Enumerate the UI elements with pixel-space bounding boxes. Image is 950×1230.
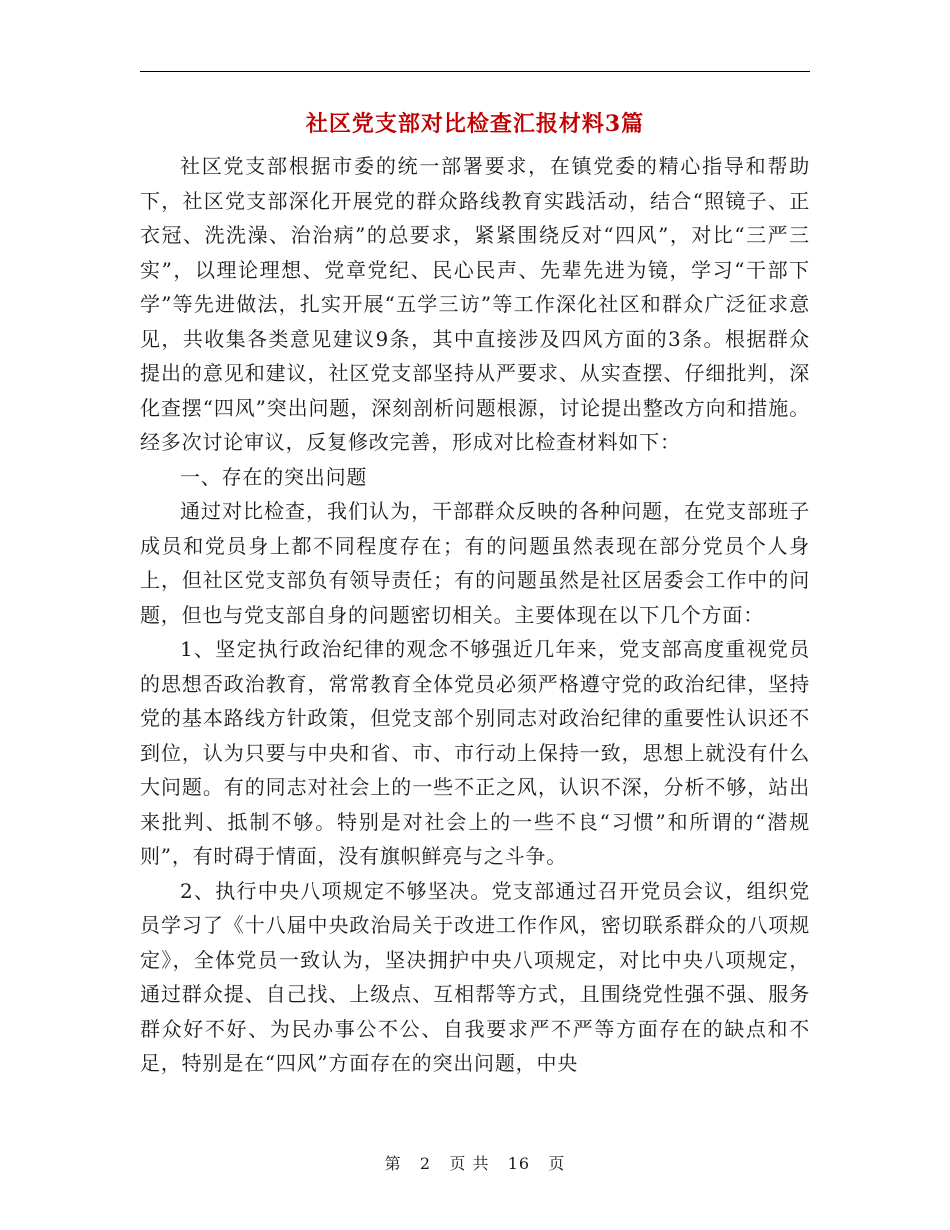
paragraph-point-1: 1、坚定执行政治纪律的观念不够强近几年来，党支部高度重视党员的思想否政治教育，常常教育全体党员必须严格遵守党的政治纪律，坚持党的基本路线方针政策，但党支部个别同志对政治纪律的重要性认识还不到位，认为只要与中央和省、市、市行动上保持一致，思想上就没有什么大问题。有的同志对社会上的一些不正之风，认识不深，分析不够，站出来批判、抵制不够。特别是对社会上的一些不良“习惯”和所谓的“潜规则”，有时碍于情面，没有旗帜鲜亮与之斗争。 (140, 637, 810, 868)
document-body (140, 149, 810, 1081)
footer-suffix: 页 (548, 1154, 566, 1173)
footer-page-number: 2 (419, 1154, 432, 1173)
paragraph-intro: 社区党支部根据市委的统一部署要求，在镇党委的精心指导和帮助下，社区党支部深化开展党的群众路线教育实践活动，结合“照镜子、正衣冠、洗洗澡、治治病”的总要求，紧紧围绕反对“四风”，对比“三严三实”，以理论理想、党章党纪、民心民声、先辈先进为镜，学习“干部下学”等先进做法，扎实开展“五学三访”等工作深化社区和群众广泛征求意见，共收集各类意见建议9条，其中直接涉及四风方面的3条。根据群众提出的意见和建议，社区党支部坚持从严要求、从实查摆、仔细批判，深化查摆“四风”突出问题，深刻剖析问题根源，讨论提出整改方向和措施。经多次讨论审议，反复修改完善，形成对比检查材料如下： (140, 154, 810, 454)
section-heading: 一、存在的突出问题 (180, 464, 368, 489)
paragraph-overview: 通过对比检查，我们认为，干部群众反映的各种问题，在党支部班子成员和党员身上都不同程度存在；有的问题虽然表现在部分党员个人身上，但社区党支部负有领导责任；有的问题虽然是社区居委会工作中的问题，但也与党支部自身的问题密切相关。主要体现在以下几个方面： (140, 499, 810, 627)
footer-total-pages: 16 (507, 1154, 531, 1173)
page-footer (140, 1153, 810, 1175)
document-title: 社区党支部对比检查汇报材料3篇 (305, 111, 645, 137)
paragraph-point-2: 2、执行中央八项规定不够坚决。党支部通过召开党员会议，组织党员学习了《十八届中央政治局关于改进工作作风，密切联系群众的八项规定》，全体党员一致认为，坚决拥护中央八项规定，对比中央八项规定，通过群众提、自己找、上级点、互相帮等方式，且围绕党性强不强、服务群众好不好、为民办事公不公、自我要求严不严等方面存在的缺点和不足，特别是在“四风”方面存在的突出问题，中央 (140, 878, 810, 1075)
footer-middle: 页 共 (449, 1154, 490, 1173)
footer-prefix: 第 (384, 1154, 402, 1173)
header-rule (140, 71, 810, 72)
